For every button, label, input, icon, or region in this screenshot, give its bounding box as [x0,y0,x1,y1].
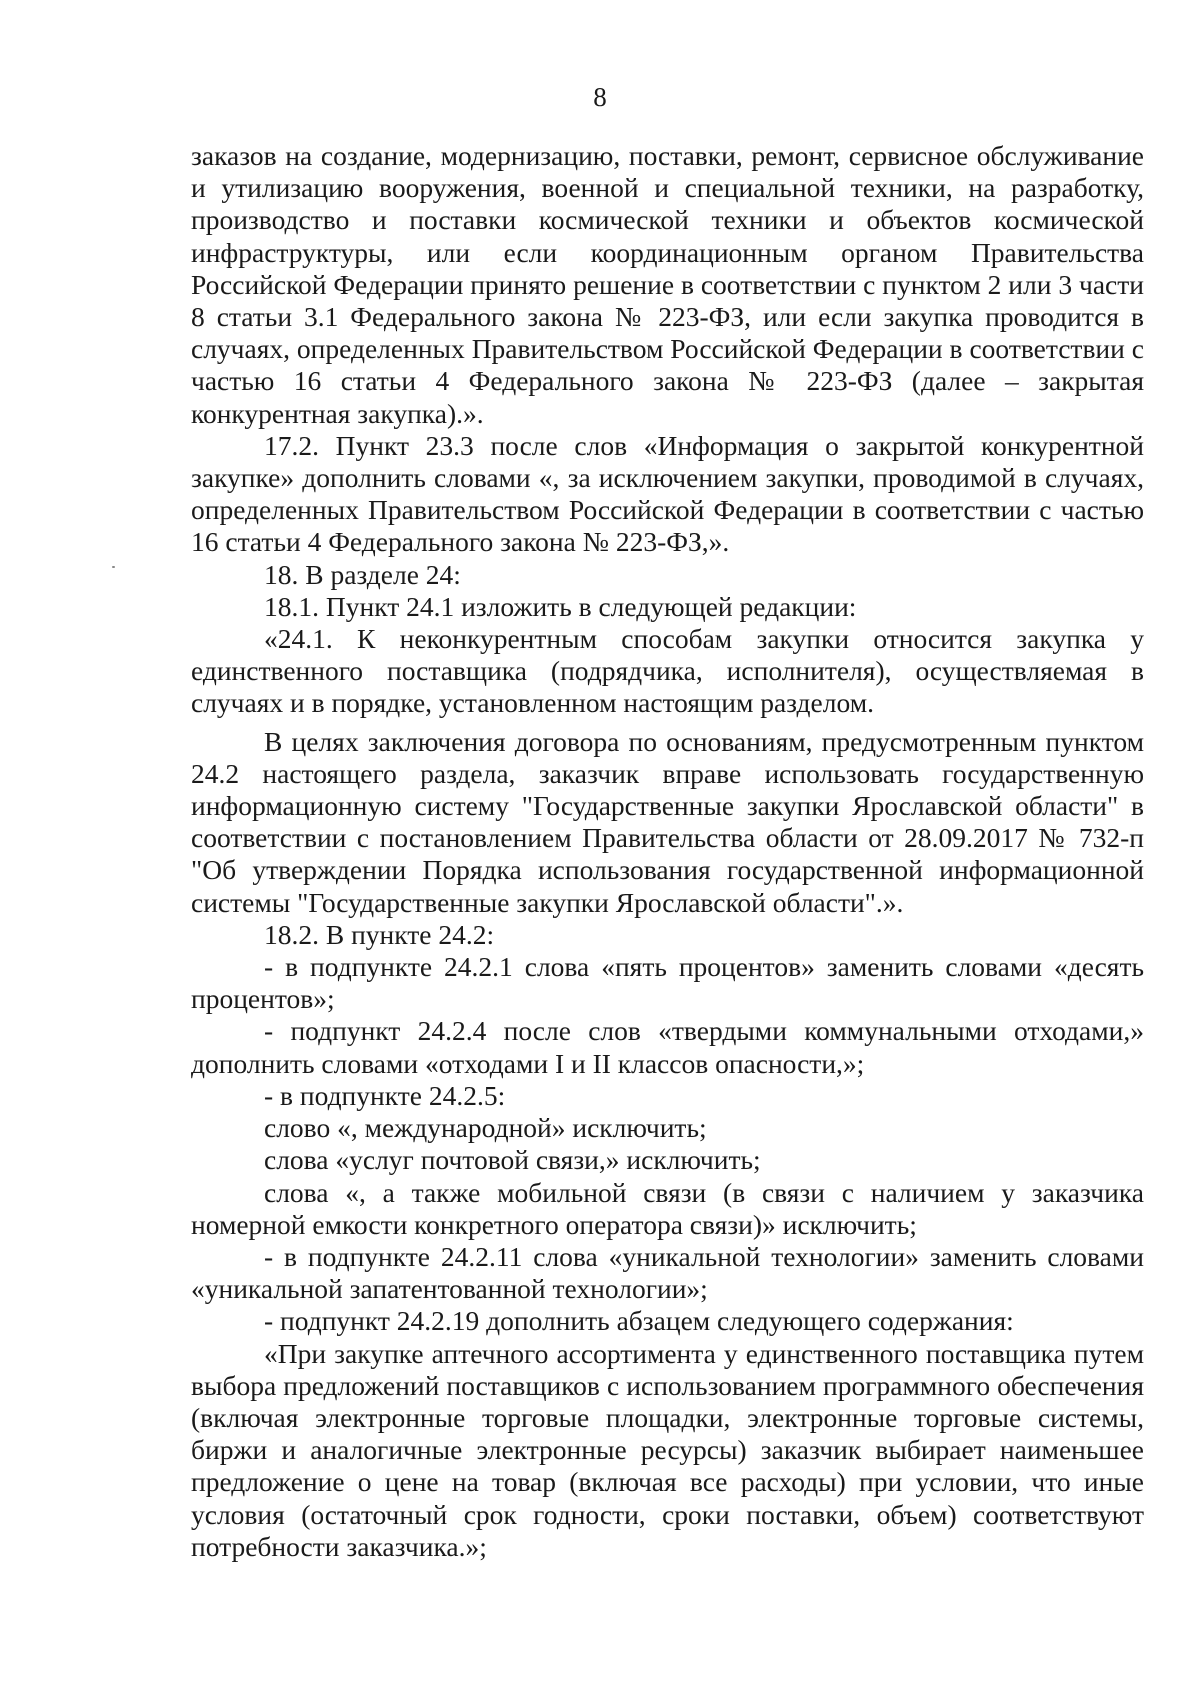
paragraph-continuation: заказов на создание, модернизацию, поставки, ремонт, сервисное обслуживание и утилизацию вооружения, военной и специальной техники, на разработку, производство и поставки космической техники и объектов космической инфраструктуры, или если координационным органом Правительства Российской Федерации принято решение в соответствии с пунктом 2 или 3 части 8 статьи 3.1 Федерального закона № 223-ФЗ, или если закупка проводится в случаях, определенных Правительством Российской Федерации в соответствии с частью 16 статьи 4 Федерального закона № 223-ФЗ (далее – закрытая конкурентная закупка).». [191,140,1144,429]
list-item-postal: слова «услуг почтовой связи,» исключить; [264,1144,761,1176]
paragraph-17-2: 17.2. Пункт 23.3 после слов «Информация о закрытой конкурентной закупке» дополнить словами «, за исключением закупки, проводимой в случаях, определенных Правительством Российской Федерации в соответствии с частью 16 статьи 4 Федерального закона № 223-ФЗ,». [191,429,1144,558]
list-item-24-2-4: - подпункт 24.2.4 после слов «твердыми коммунальными отходами,» дополнить словами «отходами I и II классов опасности,»; [191,1015,1144,1079]
paragraph-18-1: 18.1. Пункт 24.1 изложить в следующей редакции: [264,590,857,622]
paragraph-18: 18. В разделе 24: [264,558,461,590]
paragraph-24-1-purpose: В целях заключения договора по основаниям, предусмотренным пунктом 24.2 настоящего раздела, заказчик вправе использовать государственную информационную систему "Государственные закупки Ярославской области" в соответствии с постановлением Правительства области от 28.09.2017 № 732-п "Об утверждении Порядка использования государственной информационной системы "Государственные закупки Ярославской области".». [191,725,1144,918]
paragraph-18-2: 18.2. В пункте 24.2: [264,918,495,950]
list-item-24-2-11: - в подпункте 24.2.11 слова «уникальной технологии» заменить словами «уникальной запатентованной технологии»; [191,1240,1144,1305]
page-number: 8 [593,82,607,112]
paragraph-24-1: «24.1. К неконкурентным способам закупки относится закупка у единственного поставщика (подрядчика, исполнителя), осуществляемая в случаях и в порядке, установленном настоящим разделом. [191,623,1144,719]
scan-speck [112,566,115,568]
list-item-mobile: слова «, а также мобильной связи (в связи с наличием у заказчика номерной емкости конкретного оператора связи)» исключить; [191,1176,1144,1240]
list-item-24-2-1: - в подпункте 24.2.1 слова «пять процентов» заменить словами «десять процентов»; [191,951,1144,1015]
paragraph-pharmacy-quote: «При закупке аптечного ассортимента у единственного поставщика путем выбора предложений поставщиков с использованием программного обеспечения (включая электронные торговые площадки, электронные торговые системы, биржи и аналогичные электронные ресурсы) заказчик выбирает наименьшее предложение о цене на товар (включая все расходы) при условии, что иные условия (остаточный срок годности, сроки поставки, объем) соответствуют потребности заказчика.»; [191,1337,1144,1562]
list-item-international: слово «, международной» исключить; [264,1112,707,1144]
document-body [191,140,1144,1563]
list-item-24-2-5: - в подпункте 24.2.5: [264,1079,506,1111]
list-item-24-2-19: - подпункт 24.2.19 дополнить абзацем следующего содержания: [264,1305,1014,1337]
